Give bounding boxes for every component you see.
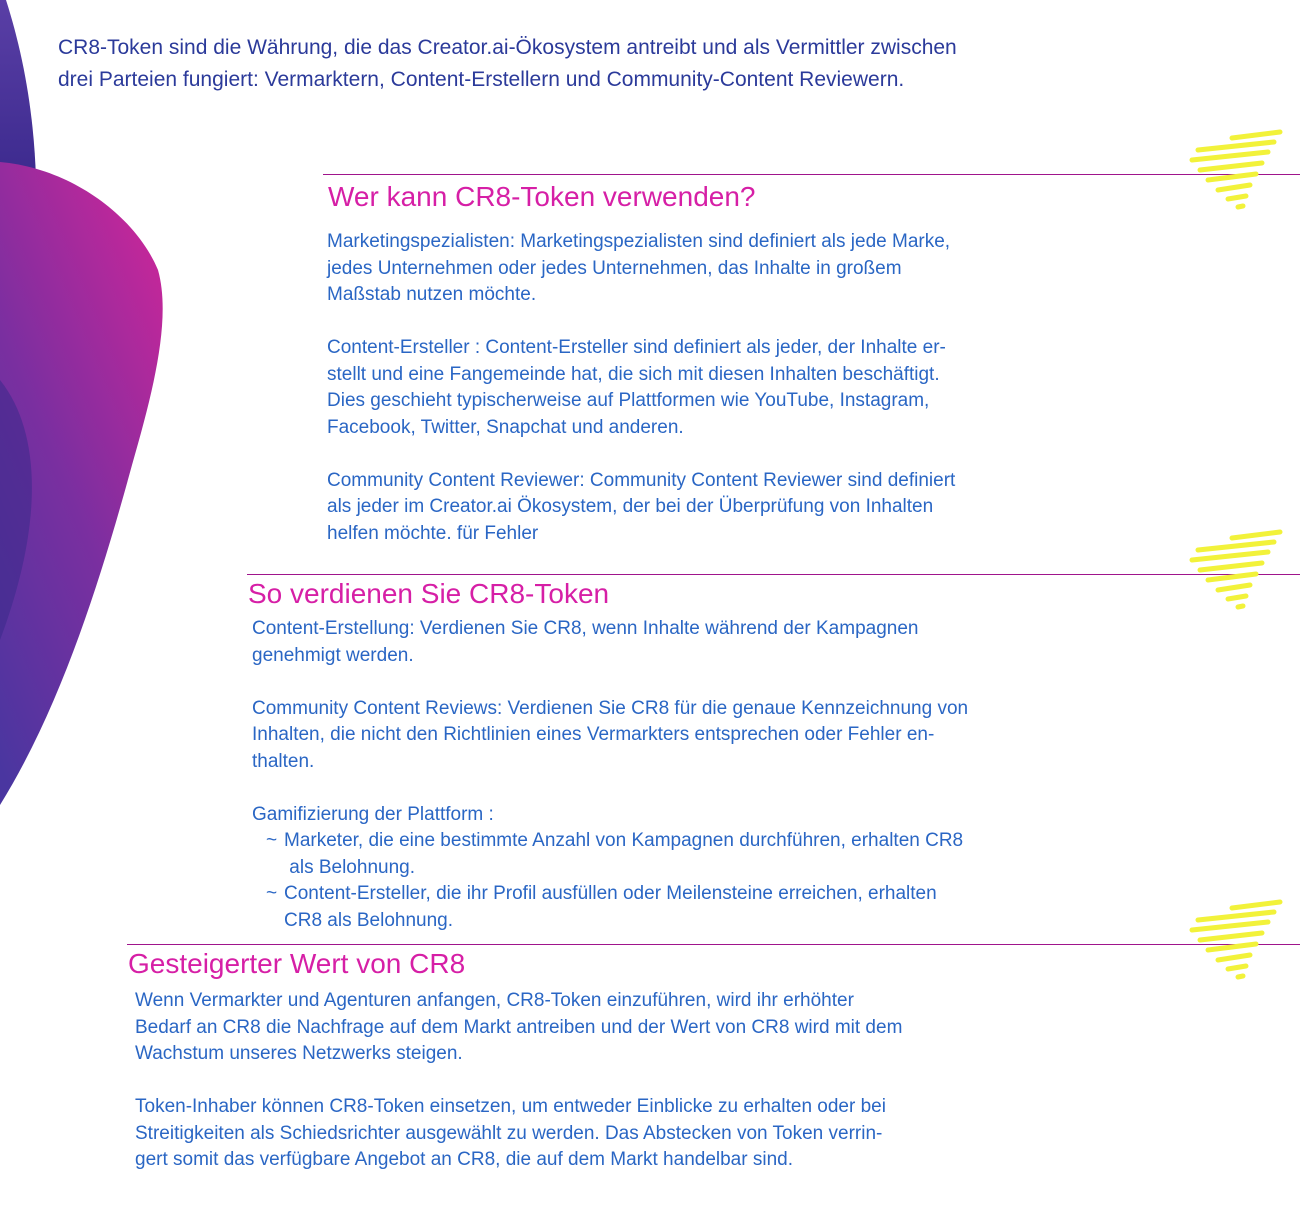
triangle-stripes-icon [1186,528,1284,610]
section-body-value [135,988,1015,1174]
paragraph-staking: Token-Inhaber können CR8-Token einsetzen, um entweder Einblicke zu erhalten oder bei Streitigkeiten als Schiedsrichter ausgewählt zu werden. Das Abstecken von Token verrin- gert somit das verfügbare Angebot an CR8, die auf dem Markt handelbar sind. [135,1096,886,1170]
section-divider-2 [247,574,1300,575]
list-item: ~ Marketer, die eine bestimmte Anzahl von Kampagnen durchführen, erhalten CR8 als Belohnung. [266,828,1052,881]
section-title-value: Gesteigerter Wert von CR8 [128,948,466,979]
intro-line-1: CR8-Token sind die Währung, die das Creator.ai-Ökosystem antreibt und als Vermittler zwischen [58,36,957,59]
section-title-who-can-use: Wer kann CR8-Token verwenden? [328,181,756,212]
paragraph-content-creation: Content-Erstellung: Verdienen Sie CR8, wenn Inhalte während der Kampagnen genehmigt werden. [252,618,919,666]
intro-line-2: drei Parteien fungiert: Vermarktern, Content-Erstellern und Community-Content Reviewern. [58,68,905,91]
paragraph-content-creators: Content-Ersteller : Content-Ersteller sind definiert als jeder, der Inhalte er- stellt und eine Fangemeinde hat, die sich mit diesen Inhalten beschäftigt. Dies geschieht typischerweise auf Plattformen wie YouTube, Instagram, Facebook, Twitter, Snapchat und anderen. [327,337,946,438]
section-body-who-can-use [327,229,1047,547]
gamification-list [252,828,1052,934]
list-marker: ~ [266,883,278,904]
intro-text [58,32,1158,96]
section-body-earn [252,616,1052,934]
paragraph-gamification: Gamifizierung der Plattform : [252,803,494,825]
paragraph-marketing: Marketingspezialisten: Marketingspezialisten sind definiert als jede Marke, jedes Unternehmen oder jedes Unternehmen, das Inhalte in großem Maßstab nutzen möchte. [327,231,951,305]
paragraph-community-reviews: Community Content Reviews: Verdienen Sie CR8 für die genaue Kennzeichnung von Inhalten, die nicht den Richtlinien eines Vermarkters entsprechen oder Fehler en- thalten. [252,697,969,772]
section-divider-1 [323,174,1300,175]
paragraph-community-reviewers: Community Content Reviewer: Community Content Reviewer sind definiert als jeder im Creator.ai Ökosystem, der bei der Überprüfung von Inhalten helfen möchte. für Fehler [327,469,956,544]
list-marker: ~ [266,830,278,851]
triangle-stripes-icon [1186,898,1284,980]
paragraph-demand: Wenn Vermarkter und Agenturen anfangen, CR8-Token einzuführen, wird ihr erhöhter Bedarf an CR8 die Nachfrage auf dem Markt antreiben und der Wert von CR8 wird mit dem Wachstum unseres Netzwerks steigen. [135,990,903,1064]
section-title-earn: So verdienen Sie CR8-Token [248,578,610,609]
section-divider-3 [127,944,1300,945]
list-item: ~ Content-Ersteller, die ihr Profil ausfüllen oder Meilensteine erreichen, erhalten CR8 als Belohnung. [266,881,1052,934]
triangle-stripes-icon [1186,128,1284,210]
